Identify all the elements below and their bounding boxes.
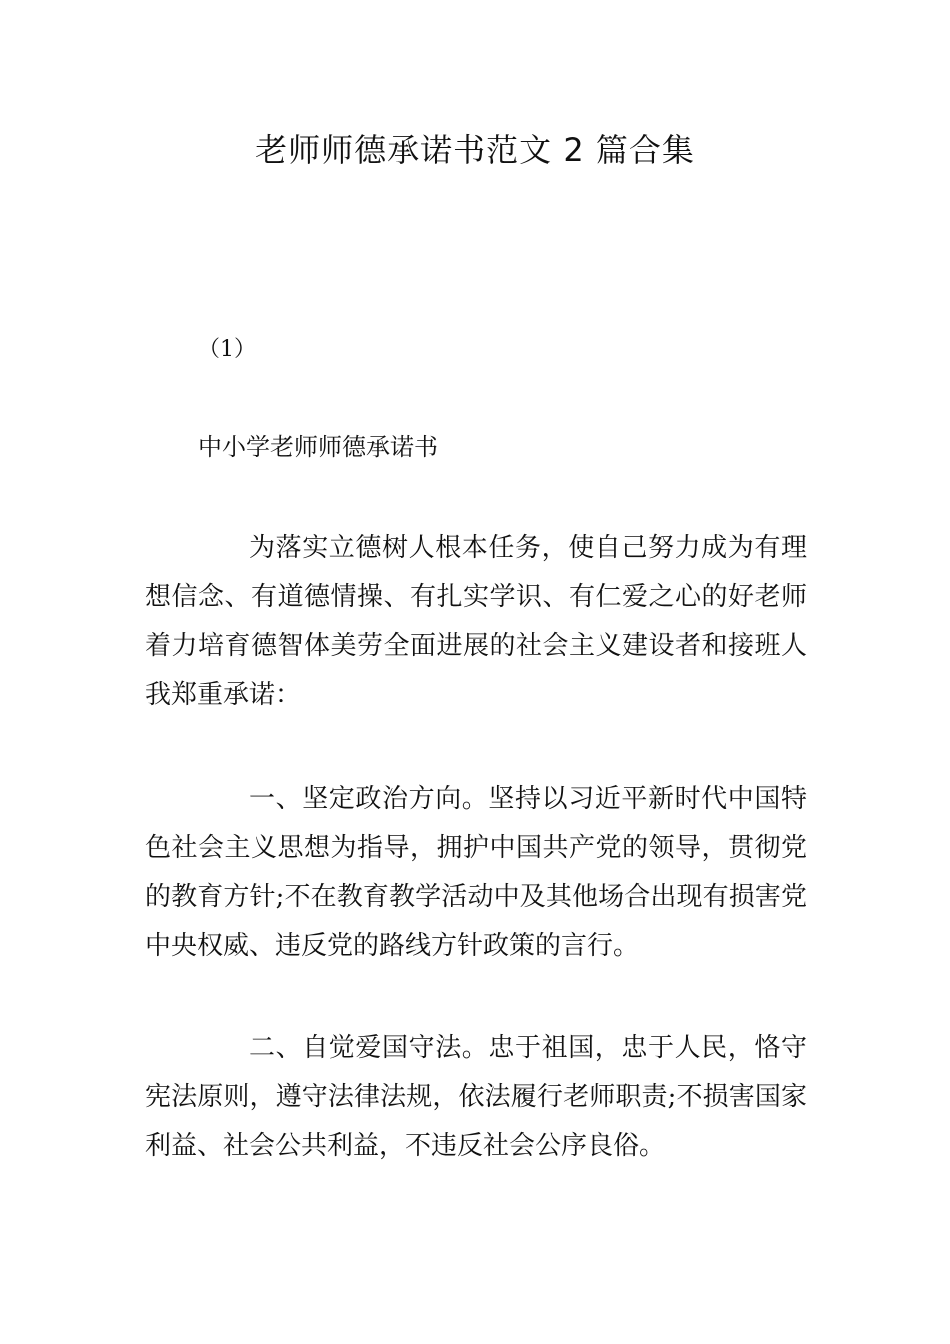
paragraph-point-2: 二、自觉爱国守法。忠于祖国，忠于人民，恪守宪法原则，遵守法律法规，依法履行老师职责;不损害国家利益、社会公共利益，不违反社会公序良俗。 — [145, 1033, 807, 1161]
document-heading: 中小学老师师德承诺书 — [198, 433, 438, 461]
document-title: 老师师德承诺书范文 2 篇合集 — [255, 131, 695, 169]
paragraph-point-1: 一、坚定政治方向。坚持以习近平新时代中国特色社会主义思想为指导，拥护中国共产党的领导，贯彻党的教育方针;不在教育教学活动中及其他场合出现有损害党中央权威、违反党的路线方针政策的言行。 — [145, 784, 807, 961]
section-number: （1） — [198, 337, 256, 362]
paragraph-intro: 为落实立德树人根本任务，使自己努力成为有理想信念、有道德情操、有扎实学识、有仁爱之心的好老师着力培育德智体美劳全面进展的社会主义建设者和接班人我郑重承诺： — [145, 533, 807, 710]
